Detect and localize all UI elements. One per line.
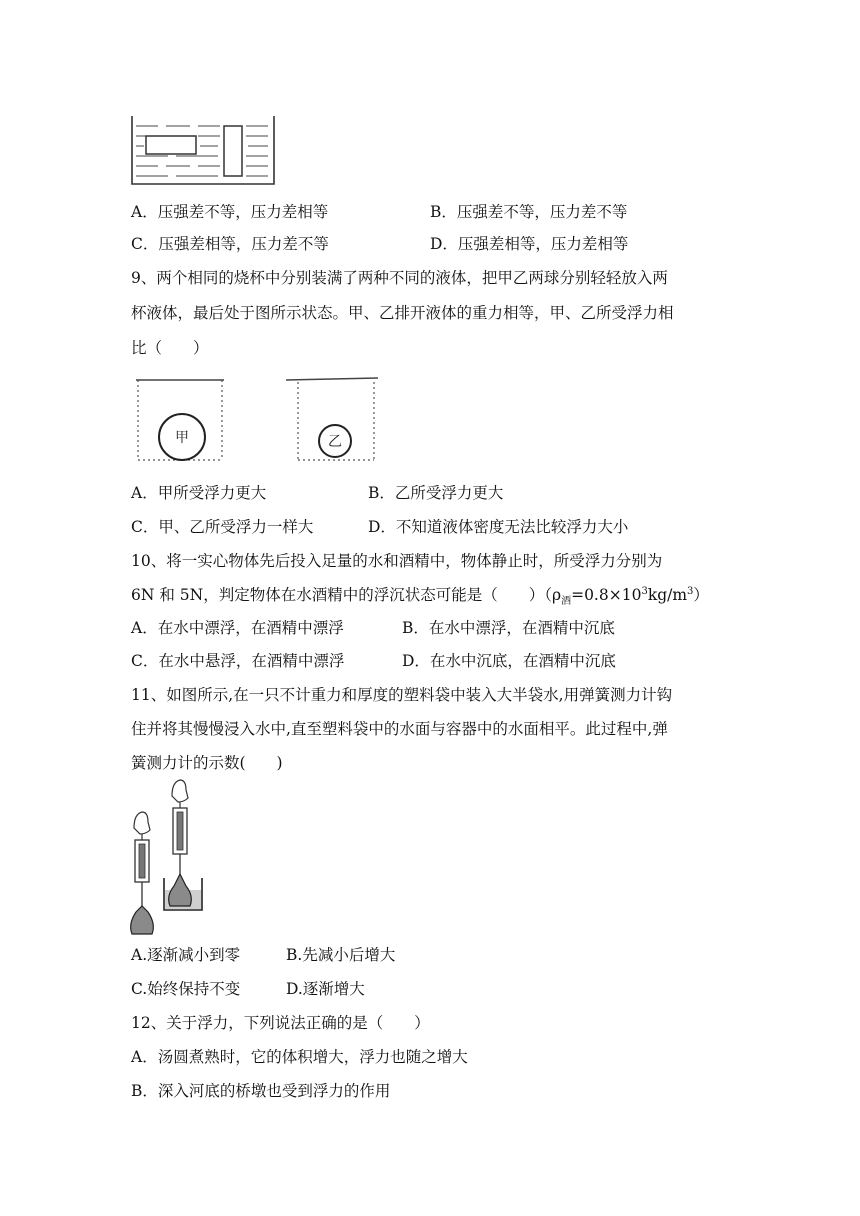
q8-option-d: D．压强差相等，压力差相等 <box>430 235 629 253</box>
q10-option-a: A．在水中漂浮，在酒精中漂浮 <box>131 619 344 637</box>
q8-option-a: A．压强差不等，压力差相等 <box>131 203 329 221</box>
ball-jia-label: 甲 <box>175 430 189 446</box>
q10-option-b: B．在水中漂浮，在酒精中沉底 <box>402 619 615 637</box>
q10-option-c: C．在水中悬浮，在酒精中漂浮 <box>131 652 345 670</box>
q10-stem-line1: 10、将一实心物体先后投入足量的水和酒精中，物体静止时，所受浮力分别为 <box>131 552 663 570</box>
q12-option-a: A．汤圆煮熟时，它的体积增大，浮力也随之增大 <box>131 1048 468 1066</box>
container-blocks-figure <box>128 112 278 188</box>
ball-yi-label: 乙 <box>328 434 342 450</box>
q9-option-d: D．不知道液体密度无法比较浮力大小 <box>368 518 629 536</box>
q9-stem-line1: 9、两个相同的烧杯中分别装满了两种不同的液体，把甲乙两球分别轻轻放入两 <box>131 269 668 287</box>
q12-option-b: B．深入河底的桥墩也受到浮力的作用 <box>131 1082 391 1100</box>
q9-option-c: C．甲、乙所受浮力一样大 <box>131 518 314 536</box>
q11-stem-line2: 住并将其慢慢浸入水中,直至塑料袋中的水面与容器中的水面相平。此过程中,弹 <box>131 720 668 738</box>
q10-option-d: D．在水中沉底，在酒精中沉底 <box>402 652 616 670</box>
q9-stem-line2: 杯液体，最后处于图所示状态。甲、乙排开液体的重力相等，甲、乙所受浮力相 <box>131 304 674 322</box>
q11-option-b: B.先减小后增大 <box>286 946 396 964</box>
q8-option-b: B．压强差不等，压力差不等 <box>430 203 628 221</box>
spring-scale-figure <box>126 778 210 938</box>
q9-option-b: B．乙所受浮力更大 <box>368 484 504 502</box>
q9-option-a: A．甲所受浮力更大 <box>131 484 267 502</box>
q12-stem-line1: 12、关于浮力，下列说法正确的是（ ） <box>131 1014 430 1032</box>
q8-option-c: C．压强差相等，压力差不等 <box>131 235 329 253</box>
q9-stem-line3: 比（ ） <box>131 339 209 357</box>
q11-option-d: D.逐渐增大 <box>286 980 365 998</box>
beakers-balls-figure <box>128 372 388 468</box>
q11-option-a: A.逐渐减小到零 <box>131 946 241 964</box>
q11-stem-line3: 簧测力计的示数( ) <box>131 754 283 772</box>
q10-stem-line2: 6N 和 5N，判定物体在水酒精中的浮沉状态可能是（ ）$(\rho_酒=0.8\times 10^3kg/m^3)$ <box>131 585 709 608</box>
q11-stem-line1: 11、如图所示,在一只不计重力和厚度的塑料袋中装入大半袋水,用弹簧测力计钩 <box>131 686 673 704</box>
q11-option-c: C.始终保持不变 <box>131 980 241 998</box>
